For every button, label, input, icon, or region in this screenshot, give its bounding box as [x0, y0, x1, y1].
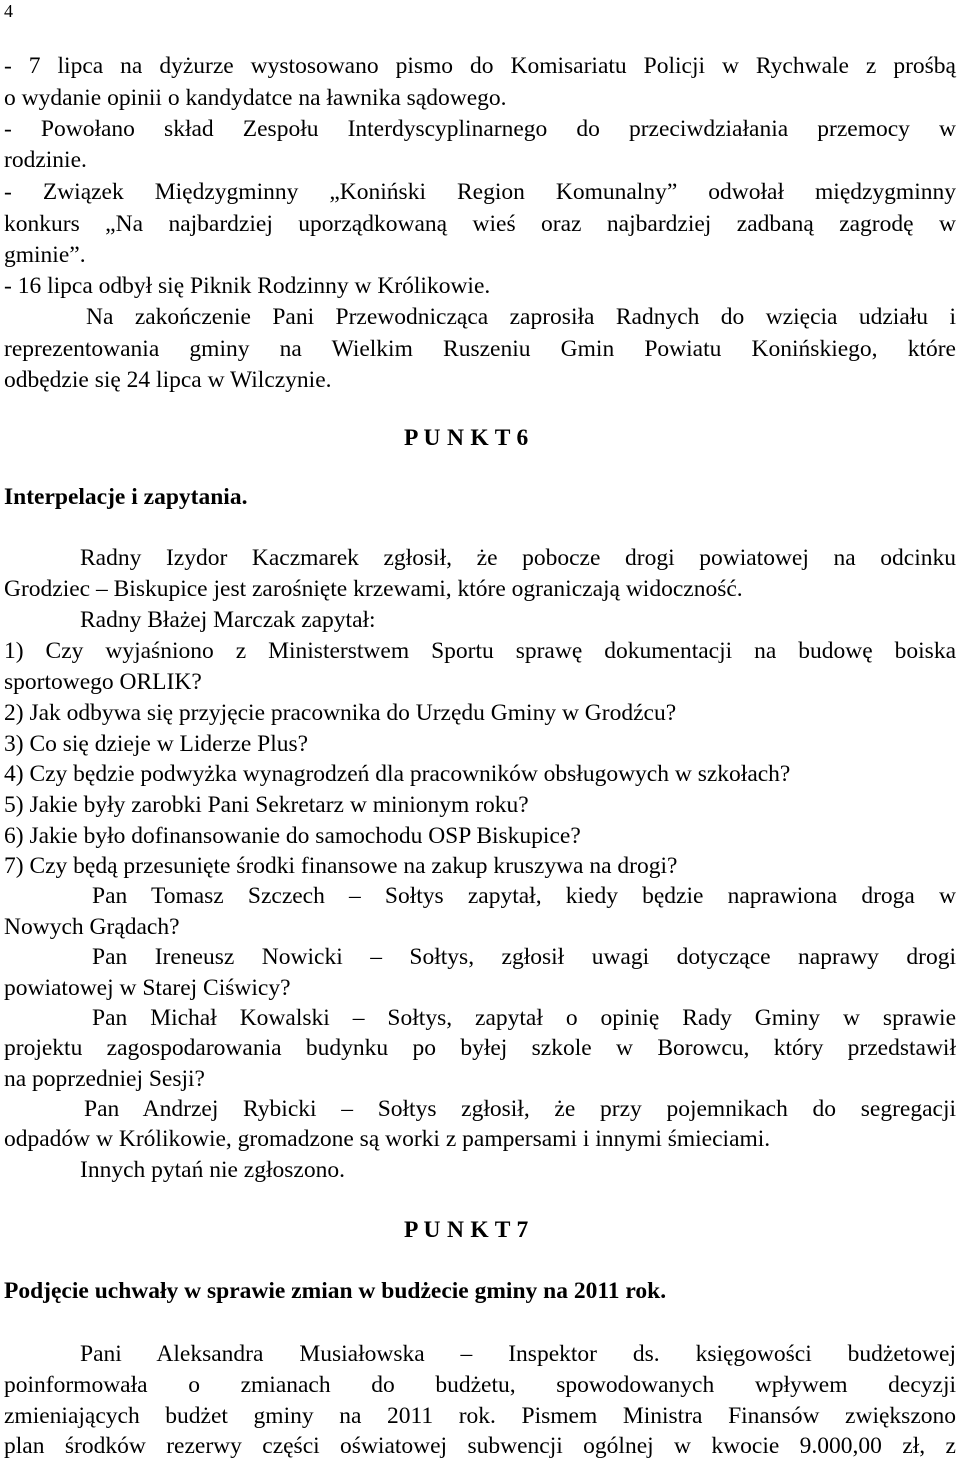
text-line: 2) Jak odbywa się przyjęcie pracownika do Urzędu Gminy w Grodźcu?: [4, 700, 677, 726]
text-line: 5) Jakie były zarobki Pani Sekretarz w minionym roku?: [4, 792, 529, 818]
text-line: 1) Czy wyjaśniono z Ministerstwem Sportu sprawę dokumentacji na budowę boiska: [4, 638, 956, 664]
text-line: na poprzedniej Sesji?: [4, 1066, 205, 1092]
text-line: Na zakończenie Pani Przewodnicząca zaprosiła Radnych do wzięcia udziału i: [86, 304, 956, 330]
text-line: Pani Aleksandra Musiałowska – Inspektor ds. księgowości budżetowej: [80, 1341, 956, 1367]
text-line: o wydanie opinii o kandydatce na ławnika sądowego.: [4, 85, 507, 111]
text-line: Radny Błażej Marczak zapytał:: [80, 607, 376, 633]
text-line: konkurs „Na najbardziej uporządkowaną wieś oraz najbardziej zadbaną zagrodę w: [4, 211, 956, 237]
text-line: powiatowej w Starej Ciświcy?: [4, 975, 291, 1001]
section-heading: P U N K T 6: [404, 425, 529, 451]
text-line: Pan Andrzej Rybicki – Sołtys zgłosił, że przy pojemnikach do segregacji: [84, 1096, 956, 1122]
text-line: - Powołano skład Zespołu Interdyscyplinarnego do przeciwdziałania przemocy w: [4, 116, 956, 142]
text-line: Pan Tomasz Szczech – Sołtys zapytał, kiedy będzie naprawiona droga w: [92, 883, 956, 909]
section-subheading: Interpelacje i zapytania.: [4, 484, 248, 510]
text-line: Nowych Grądach?: [4, 914, 180, 940]
text-line: projektu zagospodarowania budynku po byłej szkole w Borowcu, który przedstawił: [4, 1035, 956, 1061]
text-line: odpadów w Królikowie, gromadzone są worki z pampersami i innymi śmieciami.: [4, 1126, 771, 1152]
text-line: 7) Czy będą przesunięte środki finansowe na zakup kruszywa na drogi?: [4, 853, 678, 879]
text-line: reprezentowania gminy na Wielkim Ruszeniu Gmin Powiatu Konińskiego, które: [4, 336, 956, 362]
text-line: zmieniających budżet gminy na 2011 rok. Pismem Ministra Finansów zwiększono: [4, 1403, 956, 1429]
text-line: Grodziec – Biskupice jest zarośnięte krzewami, które ograniczają widoczność.: [4, 576, 743, 602]
text-line: plan środków rezerwy części oświatowej subwencji ogólnej w kwocie 9.000,00 zł, z: [4, 1433, 956, 1459]
text-line: 6) Jakie było dofinansowanie do samochodu OSP Biskupice?: [4, 823, 581, 849]
text-line: Pan Michał Kowalski – Sołtys, zapytał o opinię Rady Gminy w sprawie: [92, 1005, 956, 1031]
text-line: sportowego ORLIK?: [4, 669, 202, 695]
section-subheading: Podjęcie uchwały w sprawie zmian w budżecie gminy na 2011 rok.: [4, 1278, 667, 1304]
text-line: odbędzie się 24 lipca w Wilczynie.: [4, 367, 332, 393]
text-line: Pan Ireneusz Nowicki – Sołtys, zgłosił uwagi dotyczące naprawy drogi: [92, 944, 956, 970]
text-line: - 7 lipca na dyżurze wystosowano pismo do Komisariatu Policji w Rychwale z prośbą: [4, 53, 956, 79]
text-line: - 16 lipca odbył się Piknik Rodzinny w Królikowie.: [4, 273, 491, 299]
text-line: gminie”.: [4, 242, 86, 268]
text-line: Radny Izydor Kaczmarek zgłosił, że pobocze drogi powiatowej na odcinku: [80, 545, 956, 571]
text-line: 4) Czy będzie podwyżka wynagrodzeń dla pracowników obsługowych w szkołach?: [4, 761, 791, 787]
page-number: 4: [4, 1, 13, 21]
text-line: Innych pytań nie zgłoszono.: [80, 1157, 345, 1183]
text-line: rodzinie.: [4, 147, 87, 173]
text-line: - Związek Międzygminny „Koniński Region Komunalny” odwołał międzygminny: [4, 179, 956, 205]
section-heading: P U N K T 7: [404, 1217, 529, 1243]
text-line: poinformowała o zmianach do budżetu, spowodowanych wpływem decyzji: [4, 1372, 956, 1398]
text-line: 3) Co się dzieje w Liderze Plus?: [4, 731, 309, 757]
